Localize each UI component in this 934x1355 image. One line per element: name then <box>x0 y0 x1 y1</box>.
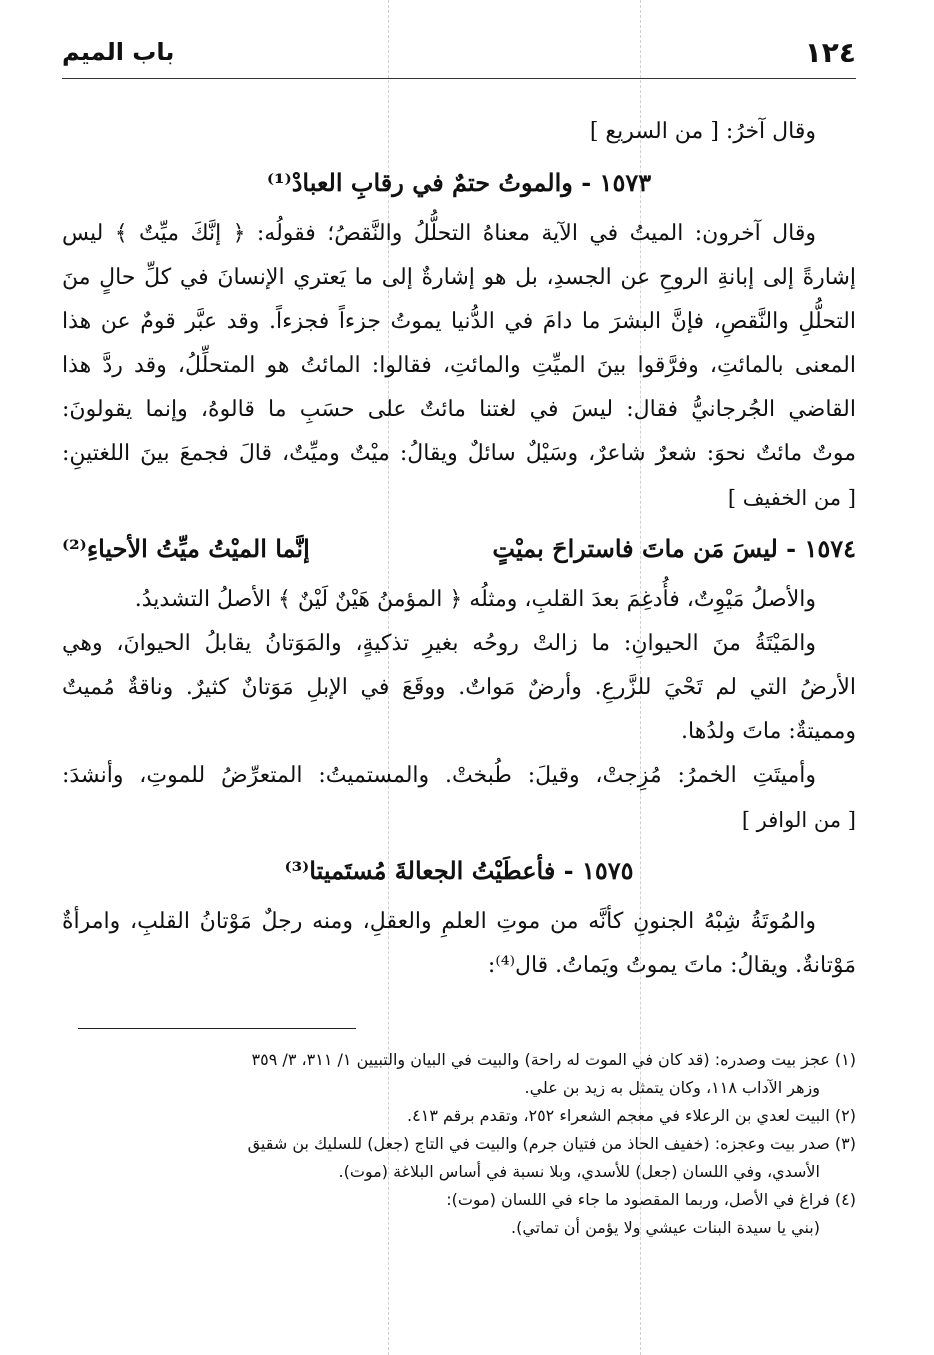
footnotes <box>70 1046 856 1242</box>
footnote-4-verse: (بني يا سيدة البنات عيشي ولا يؤمن أن تماتي). <box>511 1218 820 1237</box>
text-line: موتٌ مائتٌ نحوَ: شعرٌ شاعرٌ، وسَيْلٌ سائلٌ ويقالُ: ميْتٌ وميِّتٌ، قالَ فجمعَ بينَ اللغتينِ: <box>62 441 856 466</box>
text-line: المعنى بالمائتِ، وفرَّقوا بينَ الميِّتِ والمائتِ، فقالوا: المائتُ هو المتحلِّلُ، وقد ردَّ هذا <box>62 353 856 378</box>
footnote-3: (٣) صدر بيت وعجزه: (خفيف الحاذ من فتيان جرم) والبيت في التاج (جعل) للسليك بن شقيق <box>247 1134 856 1153</box>
text-line: إشارةً إلى إبانةِ الروحِ عن الجسدِ، بل هو إشارةٌ إلى ما يَعتري الإنسانَ في كلِّ حالٍ منَ <box>62 265 856 290</box>
verse-1575: ١٥٧٥ - فأعطَيْتُ الجعالةَ مُستَميتا⁽³⁾ <box>284 856 634 885</box>
page-header <box>62 36 856 70</box>
meter-reference: [ من الخفيف ] <box>727 486 856 510</box>
text-line: التحلُّلِ والنَّقصِ، فإنَّ البشرَ ما دامَ في الدُّنيا يموتُ جزءاً فجزءاً. وقد عبَّر قومٌ عن هذا <box>62 309 856 334</box>
text-line: والمُوتَةُ شِبْهُ الجنونِ كأنَّه من موتِ العلمِ والعقلِ، ومنه رجلٌ مَوْتانُ القلبِ، وامرأةٌ <box>62 909 816 934</box>
verse-1574-first-hemistich: ١٥٧٤ - ليسَ مَن ماتَ فاستراحَ بميْتٍ <box>492 534 856 563</box>
footnote-separator <box>78 1028 356 1029</box>
chapter-title: باب الميم <box>62 38 175 66</box>
verse-1574 <box>62 524 856 574</box>
text-line: وقال آخرون: الميتُ في الآية معناهُ التحلُّلُ والنَّقصُ؛ فقولُه: ﴿ إنَّكَ ميِّتٌ ﴾ ليس <box>62 221 816 246</box>
text-line: وقال آخرُ: [ من السريع ] <box>589 119 816 144</box>
verse-1573: ١٥٧٣ - والموتُ حتمٌ في رقابِ العبادْ⁽¹⁾ <box>266 168 652 197</box>
text-line: والمَيْتَةُ منَ الحيوانِ: ما زالتْ روحُه بغيرِ تذكيةٍ، والمَوَتانُ يقابلُ الحيوانَ، وهي <box>62 631 816 656</box>
footnote-4: (٤) فراغ في الأصل، وربما المقصود ما جاء في اللسان (موت): <box>446 1190 856 1209</box>
text-line: مَوْتانةٌ. ويقالُ: ماتَ يموتُ ويَماتُ. قال⁽⁴⁾: <box>487 953 856 978</box>
text-line: والأصلُ مَيْوِتٌ، فأُدغِمَ بعدَ القلبِ، ومثلُه ﴿ المؤمنُ هَيْنٌ لَيْنٌ ﴾ الأصلُ التشديدُ. <box>134 587 816 612</box>
page-number: ١٢٤ <box>804 36 856 69</box>
meter-reference: [ من الوافر ] <box>741 808 856 832</box>
text-line: ومميتةٌ: ماتَ ولدُها. <box>681 719 856 744</box>
text-line: القاضي الجُرجانيُّ فقال: ليسَ في لغتنا مائتٌ على حسَبِ ما قالوهُ، وإنما يقولونَ: <box>62 397 856 422</box>
verse-1574-second-hemistich: إنَّما الميْتُ ميِّتُ الأحياءِ⁽²⁾ <box>62 534 310 563</box>
text-line: الأرضُ التي لم تَحْيَ للزَّرعِ. وأرضٌ مَواتٌ. ووقَعَ في الإبلِ مَوَتانٌ كثيرٌ. وناقةٌ مُميتٌ <box>62 675 856 700</box>
footnote-3-continued: الأسدي، وفي اللسان (جعل) للأسدي، وبلا نسبة في أساس البلاغة (موت). <box>338 1162 820 1181</box>
main-text <box>62 110 856 988</box>
footnote-1-continued: وزهر الآداب ١١٨، وكان يتمثل به زيد بن علي. <box>524 1078 820 1097</box>
footnote-2: (٢) البيت لعدي بن الرعلاء في معجم الشعراء ٢٥٢، وتقدم برقم ٤١٣. <box>407 1106 856 1125</box>
footnote-1: (١) عجز بيت وصدره: (قد كان في الموت له راحة) والبيت في البيان والتبيين ١/ ٣١١، ٣/ ٣٥٩ <box>251 1050 856 1069</box>
text-line: وأميتَتِ الخمرُ: مُزِجتْ، وقيلَ: طُبختْ. والمستميتُ: المتعرِّضُ للموتِ، وأنشدَ: <box>62 763 816 788</box>
header-rule <box>62 78 856 79</box>
